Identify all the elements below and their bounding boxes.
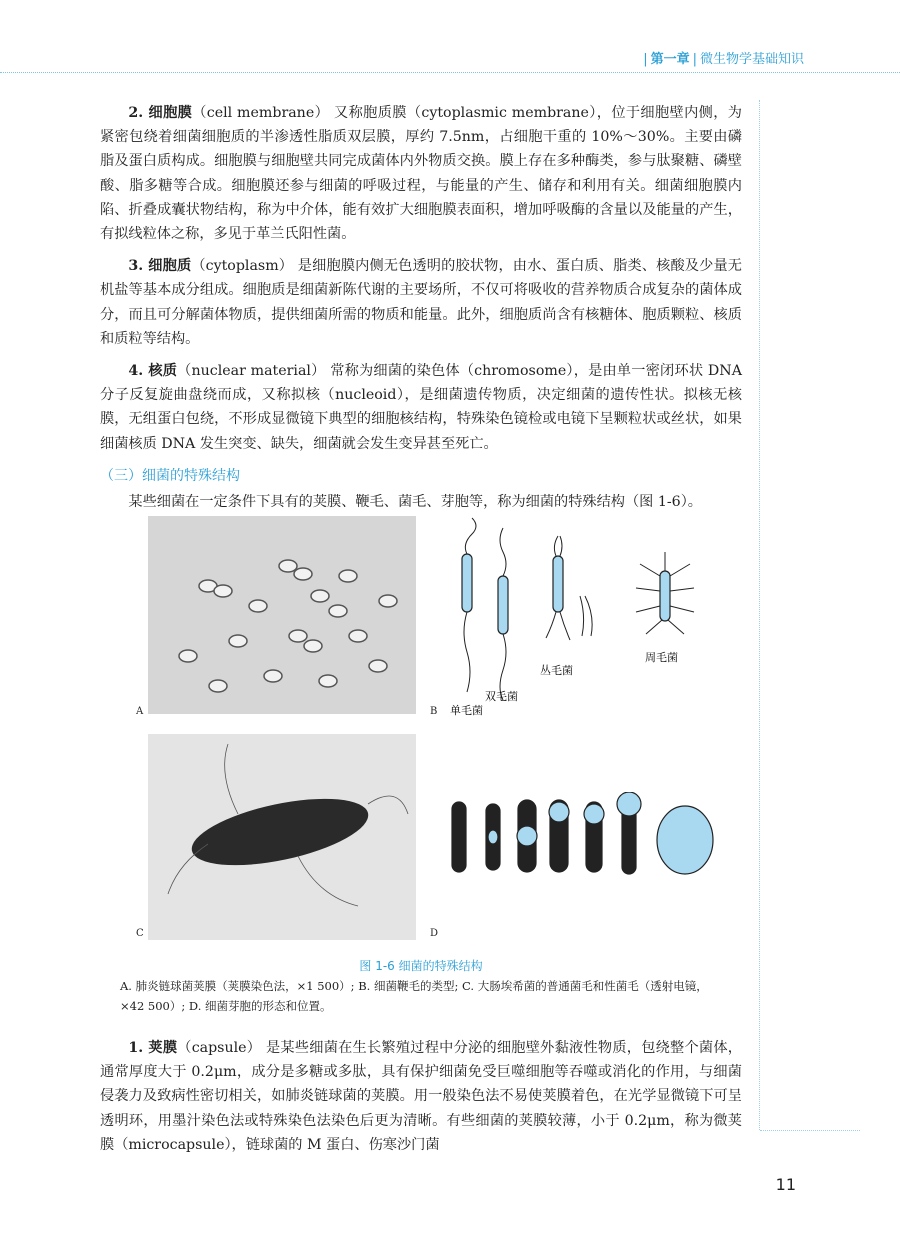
running-header: | 第一章 | 微生物学基础知识 xyxy=(643,52,804,67)
panel-a-photo xyxy=(148,516,416,714)
panel-a-label: A xyxy=(136,706,144,717)
main-text xyxy=(100,101,742,522)
panel-b-label: B xyxy=(430,706,438,717)
figure-caption-text: A. 肺炎链球菌荚膜（荚膜染色法，×1 500）; B. 细菌鞭毛的类型; C. 大肠埃希菌的普通菌毛和性菌毛（透射电镜，×42 500）; D. 细菌芽胞的形态和位置。 xyxy=(120,979,708,1013)
margin-rule xyxy=(759,100,760,1130)
label-peri: 周毛菌 xyxy=(645,651,678,664)
panel-c-label: C xyxy=(136,928,144,939)
figure-1-6 xyxy=(100,512,742,952)
panel-d-spores xyxy=(440,792,740,892)
capsule-section xyxy=(100,1036,742,1165)
figure-title: 图 1-6 细菌的特殊结构 xyxy=(359,959,483,973)
page-number: 11 xyxy=(775,1175,796,1194)
paragraph-cytoplasm: 3. 细胞质（cytoplasm） 是细胞膜内侧无色透明的胶状物，由水、蛋白质、脂类、核酸及少量无机盐等基本成分组成。细胞质是细菌新陈代谢的主要场所，不仅可将吸收的营养物质合成复杂的菌体成分，而且可分解菌体物质，提供细菌所需的物质和能量。此外，细胞质尚含有核糖体、胞质颗粒、核质和质粒等结构。 xyxy=(100,258,742,347)
label-bi: 双毛菌 xyxy=(485,690,518,703)
panel-b-flagella-types xyxy=(440,516,740,716)
paragraph-nuclear-material: 4. 核质（nuclear material） 常称为细菌的染色体（chromosome），是由单一密闭环状 DNA 分子反复旋曲盘绕而成，又称拟核（nucleoid），是细菌遗传物质，决定细菌的遗传性状。拟核无核膜，无组蛋白包绕，不形成显微镜下典型的细胞核结构，特殊染色镜检或电镜下呈颗粒状或丝状，如果细菌核质 DNA 发生突变、缺失，细菌就会发生变异甚至死亡。 xyxy=(100,363,742,452)
section-intro: 某些细菌在一定条件下具有的荚膜、鞭毛、菌毛、芽胞等，称为细菌的特殊结构（图 1-6）。 xyxy=(128,494,702,511)
panel-c-photo xyxy=(148,734,416,940)
label-mono: 单毛菌 xyxy=(450,704,483,716)
chapter-title: 微生物学基础知识 xyxy=(699,52,804,67)
header-rule xyxy=(0,72,900,73)
panel-d-label: D xyxy=(430,928,439,939)
capsule-micrograph xyxy=(148,516,416,714)
figure-caption xyxy=(100,956,742,1016)
section-heading: （三）细菌的特殊结构 xyxy=(100,467,240,484)
label-lopho: 丛毛菌 xyxy=(540,664,573,677)
pili-micrograph xyxy=(148,734,416,940)
paragraph-capsule: 1. 荚膜（capsule） 是某些细菌在生长繁殖过程中分泌的细胞壁外黏液性物质，包绕整个菌体，通常厚度大于 0.2μm，成分是多糖或多肽，具有保护细菌免受巨噬细胞等吞噬或消化的作用，与细菌侵袭力及致病性密切相关，如肺炎链球菌的荚膜。用一般染色法不易使荚膜着色，在光学显微镜下可呈透明环，用墨汁染色法或特殊染色法染色后更为清晰。有些细菌的荚膜较薄，小于 0.2μm，称为微荚膜（microcapsule），链球菌的 M 蛋白、伤寒沙门菌 xyxy=(100,1040,742,1153)
paragraph-cell-membrane: 2. 细胞膜（cell membrane） 又称胞质膜（cytoplasmic membrane），位于细胞壁内侧，为紧密包绕着细菌细胞质的半渗透性脂质双层膜，厚约 7.5nm，占细胞干重的 10%～30%。主要由磷脂及蛋白质构成。细胞膜与细胞壁共同完成菌体内外物质交换。膜上存在多种酶类，参与肽聚糖、磷壁酸、脂多糖等合成。细胞膜还参与细菌的呼吸过程，与能量的产生、储存和利用有关。细菌细胞膜内陷、折叠成囊状物结构，称为中介体，能有效扩大细胞膜表面积，增加呼吸酶的含量以及能量的产生，有拟线粒体之称，多见于革兰氏阳性菌。 xyxy=(100,105,742,243)
footer-rule xyxy=(760,1130,860,1131)
chapter-label: 第一章 xyxy=(650,52,690,67)
